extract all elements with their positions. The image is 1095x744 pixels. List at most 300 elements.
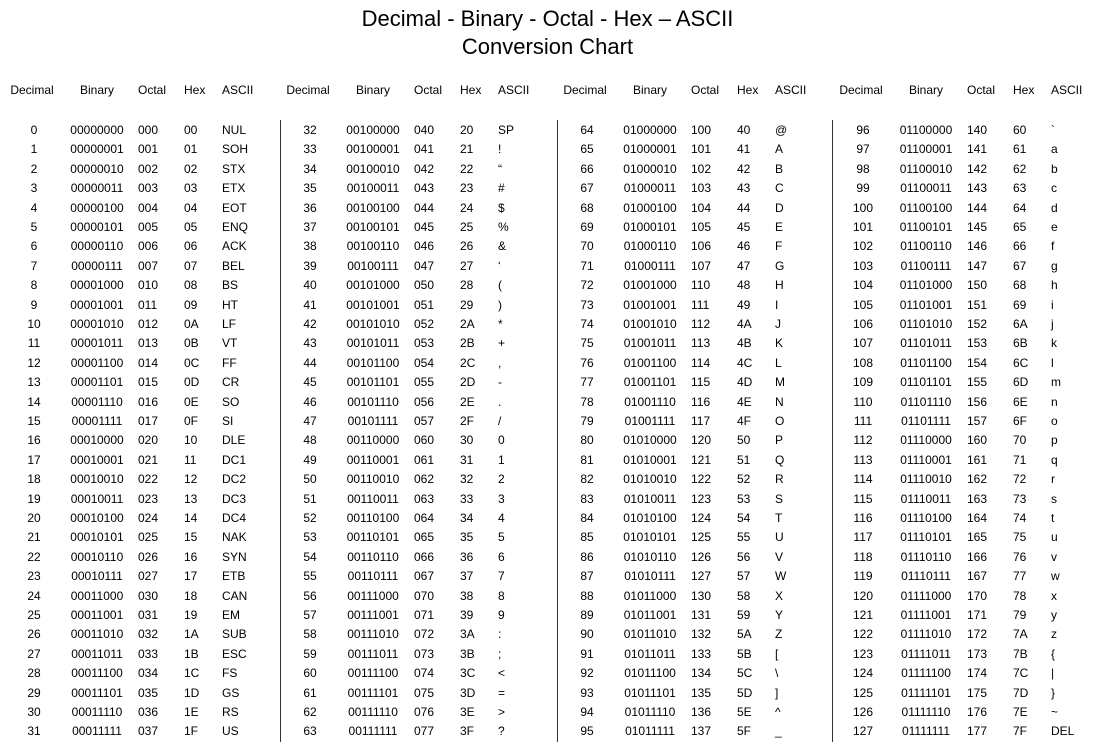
cell-ascii: [ — [775, 647, 779, 661]
cell-hex: 36 — [460, 550, 474, 564]
cell-octal: 105 — [691, 220, 712, 234]
cell-decimal: 103 — [852, 259, 874, 273]
cell-decimal: 86 — [580, 550, 594, 564]
cell-hex: 46 — [737, 239, 751, 253]
cell-binary: 01011000 — [623, 589, 677, 603]
column-header-hex: Hex — [737, 83, 759, 97]
cell-ascii: ? — [498, 724, 505, 738]
cell-hex: 30 — [460, 433, 474, 447]
cell-ascii: % — [498, 220, 509, 234]
cell-hex: 4B — [737, 336, 752, 350]
cell-ascii: Q — [775, 453, 785, 467]
cell-octal: 150 — [967, 278, 988, 292]
cell-octal: 114 — [691, 356, 711, 370]
cell-hex: 34 — [460, 511, 474, 525]
cell-binary: 01010100 — [623, 511, 677, 525]
column-header-binary: Binary — [79, 83, 114, 97]
cell-hex: 1C — [184, 666, 200, 680]
cell-octal: 007 — [138, 259, 159, 273]
cell-binary: 00010011 — [70, 492, 124, 506]
cell-ascii: R — [775, 472, 784, 486]
cell-decimal: 68 — [580, 201, 594, 215]
cell-binary: 01011110 — [624, 705, 676, 719]
cell-octal: 176 — [967, 705, 988, 719]
cell-ascii: ENQ — [222, 220, 249, 234]
cell-decimal: 116 — [853, 511, 873, 525]
cell-octal: 042 — [414, 162, 435, 176]
cell-octal: 015 — [138, 375, 159, 389]
cell-binary: 01110000 — [900, 433, 952, 447]
cell-ascii: DLE — [222, 433, 246, 447]
cell-binary: 00100001 — [346, 142, 400, 156]
cell-ascii: SI — [222, 414, 234, 428]
cell-hex: 12 — [184, 472, 198, 486]
cell-binary: 00101011 — [346, 336, 400, 350]
cell-binary: 01111001 — [900, 608, 952, 622]
cell-decimal: 75 — [580, 336, 594, 350]
table-block-4 — [829, 0, 1095, 744]
column-header-binary: Binary — [632, 83, 667, 97]
cell-hex: 00 — [184, 123, 198, 137]
cell-binary: 00011100 — [71, 666, 123, 680]
cell-octal: 045 — [414, 220, 435, 234]
cell-ascii: i — [1051, 298, 1054, 312]
cell-hex: 47 — [737, 259, 751, 273]
cell-octal: 035 — [138, 686, 159, 700]
cell-hex: 28 — [460, 278, 474, 292]
cell-ascii: j — [1051, 317, 1054, 331]
cell-octal: 065 — [414, 530, 435, 544]
cell-decimal: 123 — [852, 647, 874, 661]
cell-octal: 030 — [138, 589, 159, 603]
cell-ascii: J — [775, 317, 781, 331]
cell-hex: 78 — [1013, 589, 1027, 603]
cell-decimal: 73 — [580, 298, 594, 312]
cell-hex: 21 — [460, 142, 474, 156]
cell-ascii: t — [1051, 511, 1055, 525]
cell-binary: 00001111 — [71, 414, 123, 428]
cell-octal: 123 — [691, 492, 712, 506]
cell-decimal: 11 — [27, 336, 41, 350]
cell-decimal: 110 — [853, 395, 873, 409]
cell-hex: 5E — [737, 705, 752, 719]
cell-hex: 49 — [737, 298, 751, 312]
cell-hex: 0A — [184, 317, 199, 331]
cell-ascii: { — [1051, 647, 1056, 661]
column-header-hex: Hex — [1013, 83, 1035, 97]
cell-hex: 3F — [460, 724, 475, 738]
cell-hex: 27 — [460, 259, 474, 273]
cell-binary: 00000110 — [70, 239, 124, 253]
cell-binary: 00000100 — [70, 201, 124, 215]
cell-hex: 3D — [460, 686, 476, 700]
cell-octal: 163 — [967, 492, 988, 506]
cell-octal: 147 — [967, 259, 988, 273]
cell-decimal: 63 — [303, 724, 317, 738]
column-header-hex: Hex — [460, 83, 482, 97]
cell-octal: 164 — [967, 511, 988, 525]
cell-decimal: 72 — [580, 278, 594, 292]
cell-binary: 01100111 — [900, 259, 952, 273]
cell-decimal: 95 — [580, 724, 594, 738]
cell-ascii: p — [1051, 433, 1058, 447]
cell-binary: 00010001 — [70, 453, 124, 467]
cell-binary: 00100101 — [346, 220, 400, 234]
cell-octal: 057 — [414, 414, 435, 428]
cell-ascii: s — [1051, 492, 1057, 506]
cell-binary: 01111000 — [900, 589, 952, 603]
cell-octal: 064 — [414, 511, 435, 525]
cell-hex: 5D — [737, 686, 753, 700]
cell-binary: 00001000 — [70, 278, 124, 292]
cell-octal: 177 — [967, 724, 988, 738]
cell-binary: 01000100 — [623, 201, 677, 215]
cell-decimal: 24 — [27, 589, 41, 603]
cell-binary: 00111111 — [348, 724, 398, 738]
cell-decimal: 18 — [27, 472, 41, 486]
cell-decimal: 118 — [853, 550, 873, 564]
cell-binary: 01001101 — [623, 375, 677, 389]
cell-binary: 01110111 — [901, 569, 951, 583]
cell-binary: 00001001 — [70, 298, 124, 312]
cell-ascii: BS — [222, 278, 239, 292]
cell-hex: 23 — [460, 181, 474, 195]
cell-hex: 39 — [460, 608, 474, 622]
cell-octal: 115 — [691, 375, 711, 389]
table-block-3 — [553, 0, 829, 744]
cell-binary: 00001010 — [70, 317, 124, 331]
cell-hex: 63 — [1013, 181, 1027, 195]
cell-ascii: SUB — [222, 627, 247, 641]
cell-binary: 00010101 — [70, 530, 124, 544]
column-header-octal: Octal — [691, 83, 720, 97]
cell-hex: 48 — [737, 278, 751, 292]
cell-binary: 01100010 — [899, 162, 953, 176]
cell-hex: 3A — [460, 627, 475, 641]
cell-binary: 01101000 — [899, 278, 953, 292]
cell-binary: 00111101 — [347, 686, 399, 700]
cell-hex: 7D — [1013, 686, 1029, 700]
column-header-binary: Binary — [908, 83, 943, 97]
cell-binary: 00111001 — [347, 608, 399, 622]
cell-hex: 2D — [460, 375, 476, 389]
cell-decimal: 34 — [303, 162, 317, 176]
cell-binary: 01001011 — [623, 336, 677, 350]
cell-binary: 00101110 — [347, 395, 399, 409]
cell-ascii: ACK — [222, 239, 247, 253]
cell-binary: 01100110 — [900, 239, 952, 253]
cell-hex: 75 — [1013, 530, 1027, 544]
cell-octal: 135 — [691, 686, 712, 700]
cell-binary: 00011111 — [72, 724, 122, 738]
cell-hex: 43 — [737, 181, 751, 195]
cell-ascii: P — [775, 433, 784, 447]
cell-octal: 127 — [691, 569, 712, 583]
cell-decimal: 38 — [303, 239, 317, 253]
cell-ascii: Z — [775, 627, 783, 641]
cell-hex: 04 — [184, 201, 198, 215]
cell-ascii: U — [775, 530, 784, 544]
cell-octal: 101 — [691, 142, 712, 156]
cell-hex: 66 — [1013, 239, 1027, 253]
cell-decimal: 89 — [580, 608, 594, 622]
cell-octal: 152 — [967, 317, 988, 331]
cell-ascii: k — [1051, 336, 1057, 350]
cell-binary: 00000000 — [70, 123, 124, 137]
cell-ascii: VT — [222, 336, 238, 350]
cell-ascii: US — [222, 724, 239, 738]
cell-octal: 173 — [967, 647, 988, 661]
cell-binary: 00101001 — [346, 298, 400, 312]
cell-octal: 062 — [414, 472, 435, 486]
cell-ascii: @ — [775, 123, 788, 137]
cell-binary: 00000001 — [70, 142, 124, 156]
cell-ascii: ` — [1051, 123, 1055, 137]
cell-hex: 14 — [184, 511, 198, 525]
cell-ascii: SOH — [222, 142, 249, 156]
cell-octal: 060 — [414, 433, 435, 447]
cell-ascii: BEL — [222, 259, 245, 273]
cell-binary: 01010011 — [623, 492, 677, 506]
chart-subtitle: Conversion Chart — [461, 34, 634, 59]
cell-octal: 111 — [691, 298, 710, 312]
cell-ascii: O — [775, 414, 785, 428]
cell-octal: 066 — [414, 550, 435, 564]
cell-octal: 033 — [138, 647, 159, 661]
cell-hex: 06 — [184, 239, 198, 253]
cell-octal: 001 — [138, 142, 159, 156]
cell-octal: 141 — [967, 142, 988, 156]
cell-binary: 00000101 — [70, 220, 124, 234]
cell-binary: 01111100 — [901, 666, 951, 680]
cell-octal: 034 — [138, 666, 159, 680]
cell-binary: 01000011 — [623, 181, 677, 195]
cell-decimal: 114 — [853, 472, 873, 486]
cell-ascii: | — [1051, 666, 1055, 680]
cell-hex: 13 — [184, 492, 198, 506]
cell-decimal: 39 — [303, 259, 317, 273]
cell-binary: 01011001 — [623, 608, 677, 622]
cell-ascii: r — [1051, 472, 1055, 486]
cell-binary: 01010010 — [623, 472, 677, 486]
cell-hex: 10 — [184, 433, 198, 447]
cell-ascii: 4 — [498, 511, 505, 525]
cell-decimal: 3 — [30, 181, 38, 195]
cell-ascii: A — [775, 142, 784, 156]
cell-ascii: > — [498, 705, 506, 719]
cell-binary: 01000000 — [623, 123, 677, 137]
cell-octal: 071 — [414, 608, 435, 622]
cell-hex: 60 — [1013, 123, 1027, 137]
cell-ascii: 3 — [498, 492, 505, 506]
cell-octal: 036 — [138, 705, 159, 719]
cell-octal: 134 — [691, 666, 712, 680]
cell-decimal: 94 — [580, 705, 594, 719]
cell-hex: 74 — [1013, 511, 1027, 525]
cell-hex: 4C — [737, 356, 753, 370]
cell-ascii: y — [1051, 608, 1057, 622]
cell-decimal: 0 — [30, 123, 38, 137]
cell-ascii: X — [775, 589, 784, 603]
cell-binary: 00011101 — [71, 686, 123, 700]
cell-octal: 020 — [138, 433, 159, 447]
column-header-binary: Binary — [355, 83, 390, 97]
cell-ascii: S — [775, 492, 784, 506]
cell-hex: 05 — [184, 220, 198, 234]
cell-binary: 00110110 — [347, 550, 399, 564]
cell-decimal: 70 — [580, 239, 594, 253]
cell-binary: 00001110 — [71, 395, 123, 409]
cell-decimal: 20 — [27, 511, 41, 525]
cell-binary: 00111010 — [347, 627, 399, 641]
cell-octal: 005 — [138, 220, 159, 234]
cell-octal: 026 — [138, 550, 159, 564]
cell-hex: 03 — [184, 181, 198, 195]
cell-decimal: 105 — [852, 298, 874, 312]
cell-hex: 70 — [1013, 433, 1027, 447]
cell-binary: 01100011 — [900, 181, 952, 195]
cell-binary: 00011000 — [70, 589, 124, 603]
cell-ascii: f — [1051, 239, 1055, 253]
cell-decimal: 112 — [853, 433, 873, 447]
cell-ascii: ! — [498, 142, 502, 156]
cell-ascii: W — [775, 569, 787, 583]
cell-hex: 1D — [184, 686, 200, 700]
cell-hex: 76 — [1013, 550, 1027, 564]
cell-octal: 133 — [691, 647, 712, 661]
cell-binary: 00110111 — [347, 569, 399, 583]
cell-decimal: 98 — [856, 162, 870, 176]
cell-decimal: 59 — [303, 647, 317, 661]
cell-octal: 072 — [414, 627, 435, 641]
cell-ascii: z — [1051, 627, 1057, 641]
cell-binary: 01101011 — [900, 336, 952, 350]
cell-octal: 171 — [967, 608, 988, 622]
column-header-decimal: Decimal — [563, 83, 607, 97]
cell-decimal: 85 — [580, 530, 594, 544]
cell-hex: 68 — [1013, 278, 1027, 292]
cell-hex: 69 — [1013, 298, 1027, 312]
cell-ascii: 8 — [498, 589, 505, 603]
cell-ascii: : — [498, 627, 502, 641]
cell-octal: 110 — [691, 278, 711, 292]
cell-octal: 032 — [138, 627, 159, 641]
cell-decimal: 14 — [27, 395, 41, 409]
cell-binary: 00101000 — [346, 278, 400, 292]
cell-ascii: n — [1051, 395, 1058, 409]
cell-decimal: 124 — [852, 666, 874, 680]
cell-hex: 3B — [460, 647, 475, 661]
cell-binary: 00011110 — [71, 705, 123, 719]
cell-ascii: L — [775, 356, 782, 370]
cell-ascii: V — [775, 550, 784, 564]
cell-hex: 7B — [1013, 647, 1028, 661]
cell-octal: 103 — [691, 181, 712, 195]
cell-octal: 165 — [967, 530, 988, 544]
cell-binary: 00101010 — [346, 317, 400, 331]
cell-octal: 130 — [691, 589, 712, 603]
cell-hex: 57 — [737, 569, 751, 583]
cell-octal: 010 — [138, 278, 159, 292]
cell-octal: 102 — [691, 162, 712, 176]
cell-octal: 044 — [414, 201, 435, 215]
cell-octal: 117 — [691, 414, 711, 428]
cell-decimal: 100 — [852, 201, 874, 215]
cell-binary: 00101111 — [347, 414, 399, 428]
cell-hex: 11 — [184, 453, 197, 467]
cell-hex: 2C — [460, 356, 476, 370]
cell-ascii: ] — [775, 686, 779, 700]
cell-hex: 5B — [737, 647, 752, 661]
cell-ascii: c — [1051, 181, 1057, 195]
cell-decimal: 1 — [30, 142, 38, 156]
cell-ascii: _ — [775, 724, 782, 738]
cell-ascii: < — [498, 666, 506, 680]
cell-octal: 074 — [414, 666, 435, 680]
cell-decimal: 78 — [580, 395, 594, 409]
cell-binary: 00000011 — [70, 181, 124, 195]
cell-decimal: 125 — [852, 686, 874, 700]
cell-hex: 5C — [737, 666, 753, 680]
cell-binary: 00100111 — [347, 259, 399, 273]
cell-decimal: 16 — [27, 433, 41, 447]
cell-decimal: 109 — [852, 375, 874, 389]
cell-binary: 01101010 — [899, 317, 953, 331]
cell-ascii: ) — [498, 298, 502, 312]
cell-binary: 01101111 — [901, 414, 951, 428]
cell-octal: 077 — [414, 724, 435, 738]
cell-decimal: 33 — [303, 142, 317, 156]
cell-decimal: 90 — [580, 627, 594, 641]
cell-decimal: 49 — [303, 453, 317, 467]
cell-octal: 175 — [967, 686, 988, 700]
cell-binary: 00110101 — [346, 530, 400, 544]
cell-decimal: 57 — [303, 608, 317, 622]
cell-binary: 01001110 — [624, 395, 676, 409]
cell-octal: 113 — [691, 336, 711, 350]
cell-binary: 01111010 — [900, 627, 952, 641]
cell-binary: 00100110 — [346, 239, 400, 253]
cell-octal: 024 — [138, 511, 159, 525]
cell-decimal: 69 — [580, 220, 594, 234]
cell-octal: 104 — [691, 201, 712, 215]
cell-decimal: 66 — [580, 162, 594, 176]
cell-decimal: 91 — [580, 647, 594, 661]
cell-ascii: E — [775, 220, 784, 234]
cell-decimal: 88 — [580, 589, 594, 603]
cell-hex: 17 — [184, 569, 198, 583]
cell-binary: 01010111 — [624, 569, 676, 583]
cell-hex: 50 — [737, 433, 751, 447]
cell-decimal: 41 — [303, 298, 317, 312]
cell-decimal: 108 — [852, 356, 874, 370]
cell-hex: 6D — [1013, 375, 1029, 389]
cell-binary: 01000010 — [623, 162, 677, 176]
cell-decimal: 46 — [303, 395, 317, 409]
cell-hex: 7C — [1013, 666, 1029, 680]
cell-decimal: 44 — [303, 356, 317, 370]
cell-binary: 01011010 — [623, 627, 677, 641]
cell-binary: 01110011 — [900, 492, 952, 506]
cell-decimal: 67 — [580, 181, 594, 195]
cell-binary: 00010000 — [70, 433, 124, 447]
cell-octal: 040 — [414, 123, 435, 137]
cell-decimal: 40 — [303, 278, 317, 292]
cell-binary: 01100100 — [899, 201, 953, 215]
cell-binary: 00001100 — [70, 356, 124, 370]
cell-octal: 025 — [138, 530, 159, 544]
cell-hex: 15 — [184, 530, 198, 544]
